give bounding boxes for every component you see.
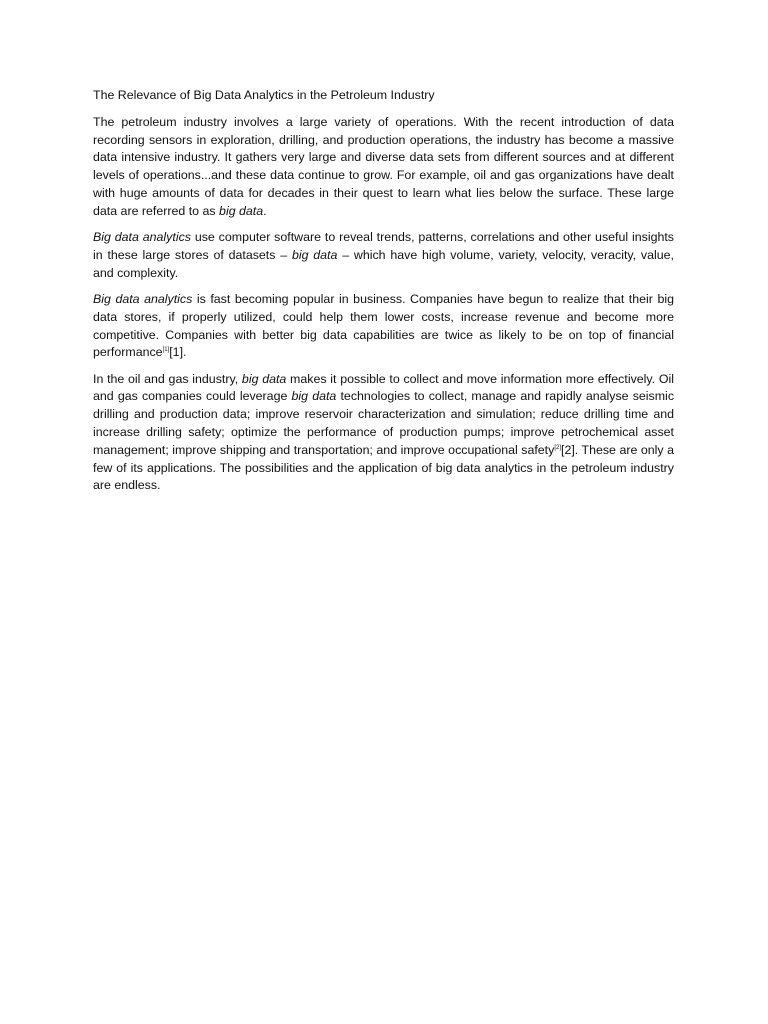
paragraph-4-text-b: technologies to collect, manage and rapidly analyse seismic drilling and production data; improve reservoir characterization and simulation; reduce drilling time and increase drilling safety; optimize the performance of production pumps; improve petrochemical asset management; improve shipping and transportation; and improve occupational safety xyxy=(93,389,675,457)
paragraph-4-text-a: makes it possible to collect and move information more effectively. Oil and gas companies could leverage xyxy=(93,371,675,404)
paragraph-1 xyxy=(93,114,674,221)
paragraph-3-text: is fast becoming popular in business. Companies have begun to realize that their big data stores, if properly utilized, could help them lower costs, increase revenue and become more competitive. Companies with better big data capabilities are twice as likely to be on top of financial performance xyxy=(93,291,674,360)
term-big-data: big data xyxy=(291,247,338,262)
footnote-superscript-1: [1] xyxy=(162,347,170,354)
paragraph-2 xyxy=(93,229,674,282)
paragraph-1-text: The petroleum industry involves a large variety of operations. With the recent introduction of data recording sensors in exploration, drilling, and production operations, the industry has become a massive data intensive industry. It gathers very large and diverse data sets from different sources and at different levels of operations...and these data continue to grow. For example, oil and gas organizations have dealt with huge amounts of data for decades in their quest to learn what lies below the surface. These large data are referred to as xyxy=(93,114,674,218)
paragraph-1-end: . xyxy=(263,203,267,218)
citation-1: [1]. xyxy=(169,345,187,360)
document-title: The Relevance of Big Data Analytics in the Petroleum Industry xyxy=(93,88,435,102)
term-big-data: big data xyxy=(291,389,337,404)
paragraph-4 xyxy=(93,371,674,496)
term-big-data: big data xyxy=(241,371,287,386)
footnote-superscript-2: [2] xyxy=(554,444,561,451)
paragraph-2-text-b: – which have high volume, variety, velocity, veracity, value, and complexity. xyxy=(93,247,674,280)
term-big-data: big data xyxy=(219,203,264,218)
term-big-data-analytics: Big data analytics xyxy=(93,230,191,245)
document-page xyxy=(93,87,674,504)
term-big-data-analytics: Big data analytics xyxy=(93,291,193,306)
paragraph-4-end: [2]. These are only a few of its applications. The possibilities and the application of big data analytics in the petroleum industry are endless. xyxy=(93,442,674,493)
paragraph-3 xyxy=(93,291,674,362)
paragraph-4-start: In the oil and gas industry, xyxy=(93,371,242,386)
paragraph-2-text-a: use computer software to reveal trends, patterns, correlations and other useful insights in these large stores of datasets – xyxy=(93,230,674,262)
